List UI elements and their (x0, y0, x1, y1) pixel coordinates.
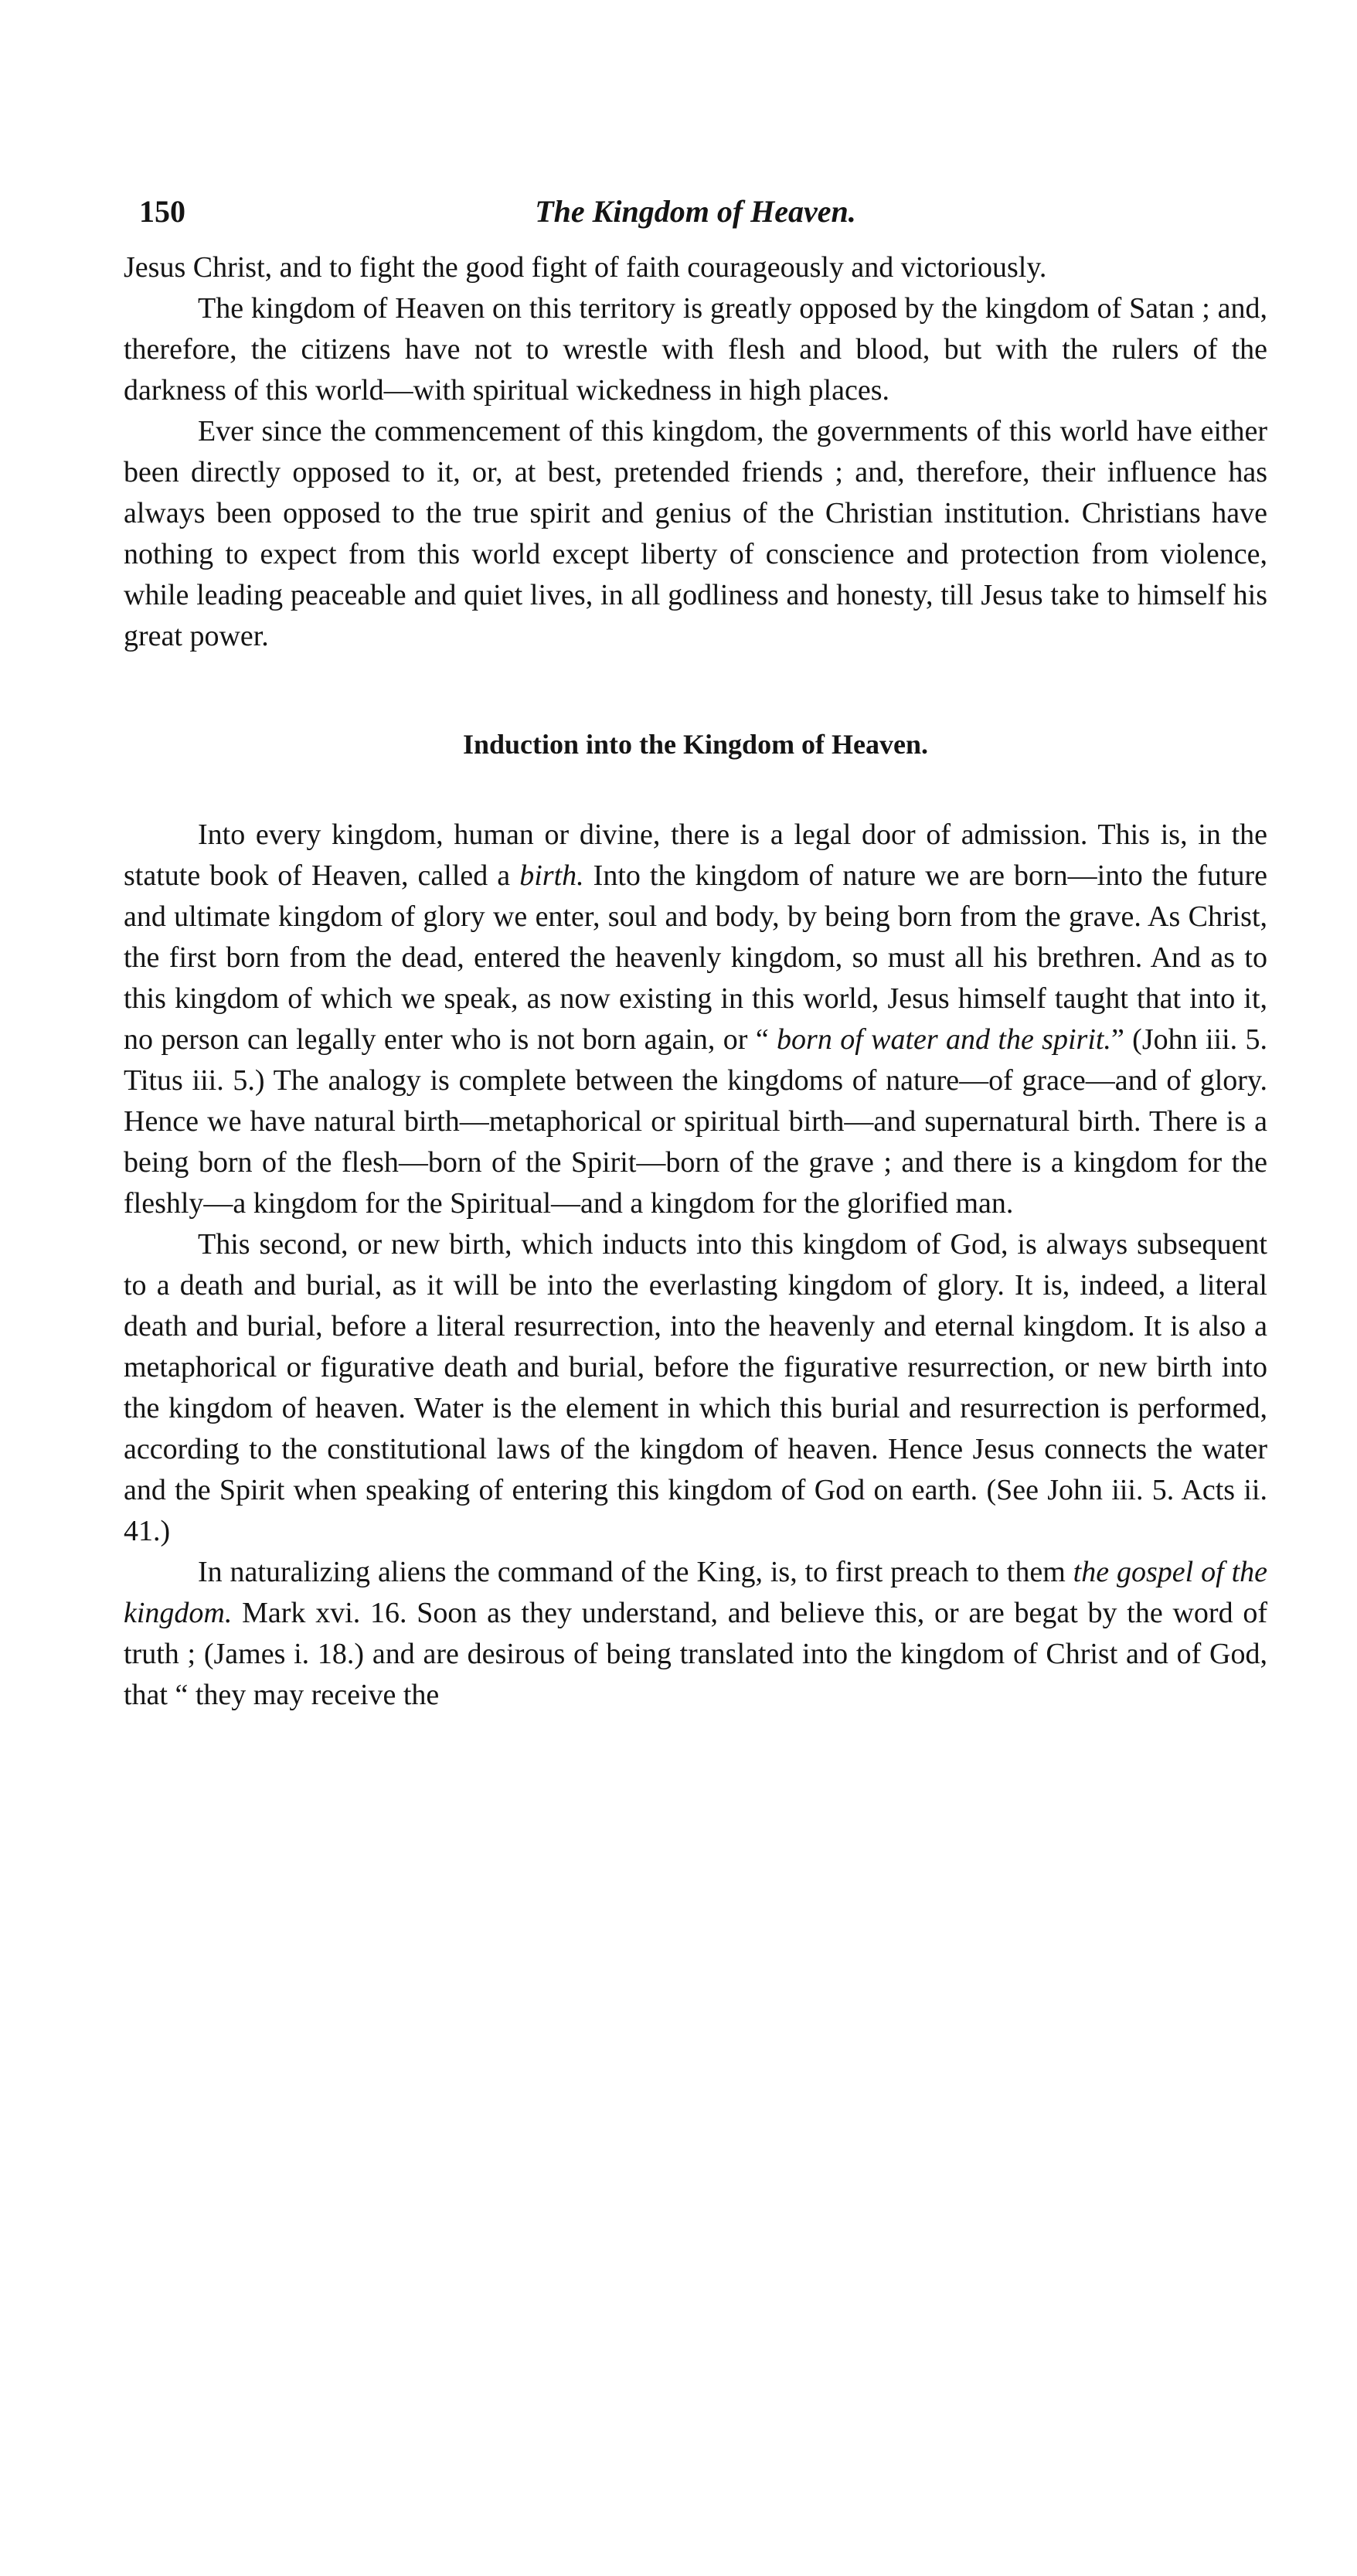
section-heading: Induction into the Kingdom of Heaven. (462, 729, 929, 760)
paragraph-birth-emphasis-1: birth. (519, 859, 584, 892)
page-header (124, 193, 1267, 247)
paragraph-birth-emphasis-2: born of water and the spirit. (777, 1023, 1111, 1056)
paragraph-naturalizing-emphasis: the gospel of the kingdom. (124, 1556, 1267, 1629)
paragraph-naturalizing-text-1: In naturalizing aliens the command of the King, is, to first preach to them (198, 1556, 1073, 1588)
book-page (124, 193, 1267, 1716)
paragraph-continuation: Jesus Christ, and to fight the good fight of faith courageously and victoriously. (124, 251, 1047, 284)
page-number: 150 (139, 194, 185, 229)
paragraph-naturalizing (124, 1552, 1267, 1716)
paragraph-second-birth: This second, or new birth, which inducts into this kingdom of God, is always subsequent to a death and burial, as it will be into the everlasting kingdom of glory. It is, indeed, a literal death and burial, before a literal resurrection, into the heavenly and eternal kingdom. It is also a metaphorical or figurative death and burial, before the figurative resurrection, or new birth into the kingdom of heaven. Water is the element in which this burial and resurrection is performed, according to the constitutional laws of the kingdom of heaven. Hence Jesus connects the water and the Spirit when speaking of entering this kingdom of God on earth. (See John iii. 5. Acts ii. 41.) (124, 1228, 1267, 1547)
running-title: The Kingdom of Heaven. (535, 194, 856, 229)
paragraph-birth-text-1: Into every kingdom, human or divine, there is a legal door of admission. This is, in the statute book of Heaven, called a (124, 818, 1267, 892)
paragraph-birth-text-3: ” (John iii. 5. Titus iii. 5.) The analogy is complete between the kingdoms of nature—of grace—and of glory. Hence we have natural birth—metaphorical or spiritual birth—and supernatural birth. There is a being born of the flesh—born of the Spirit—born of the grave ; and there is a kingdom for the fleshly—a kingdom for the Spiritual—and a kingdom for the glorified man. (124, 1023, 1268, 1220)
paragraph-birth (124, 815, 1267, 1224)
paragraph-birth-text-2: Into the kingdom of nature we are born—into the future and ultimate kingdom of glory we enter, soul and body, by being born from the grave. As Christ, the first born from the dead, entered the heavenly kingdom, so must all his brethren. And as to this kingdom of which we speak, as now existing in this world, Jesus himself taught that into it, no person can legally enter who is not born again, or “ (124, 859, 1267, 1056)
paragraph-governments: Ever since the commencement of this kingdom, the governments of this world have either been directly opposed to it, or, at best, pretended friends ; and, therefore, their influence has always been opposed to the true spirit and genius of the Christian institution. Christians have nothing to expect from this world except liberty of conscience and protection from violence, while leading peaceable and quiet lives, in all godliness and honesty, till Jesus take to himself his great power. (124, 415, 1267, 652)
paragraph-naturalizing-text-2: Mark xvi. 16. Soon as they understand, and believe this, or are begat by the word of truth ; (James i. 18.) and are desirous of being translated into the kingdom of Christ and of God, that “ they may receive the (124, 1597, 1267, 1711)
paragraph-opposition: The kingdom of Heaven on this territory is greatly opposed by the kingdom of Satan ; and, therefore, the citizens have not to wrestle with flesh and blood, but with the rulers of the darkness of this world—with spiritual wickedness in high places. (124, 292, 1267, 407)
